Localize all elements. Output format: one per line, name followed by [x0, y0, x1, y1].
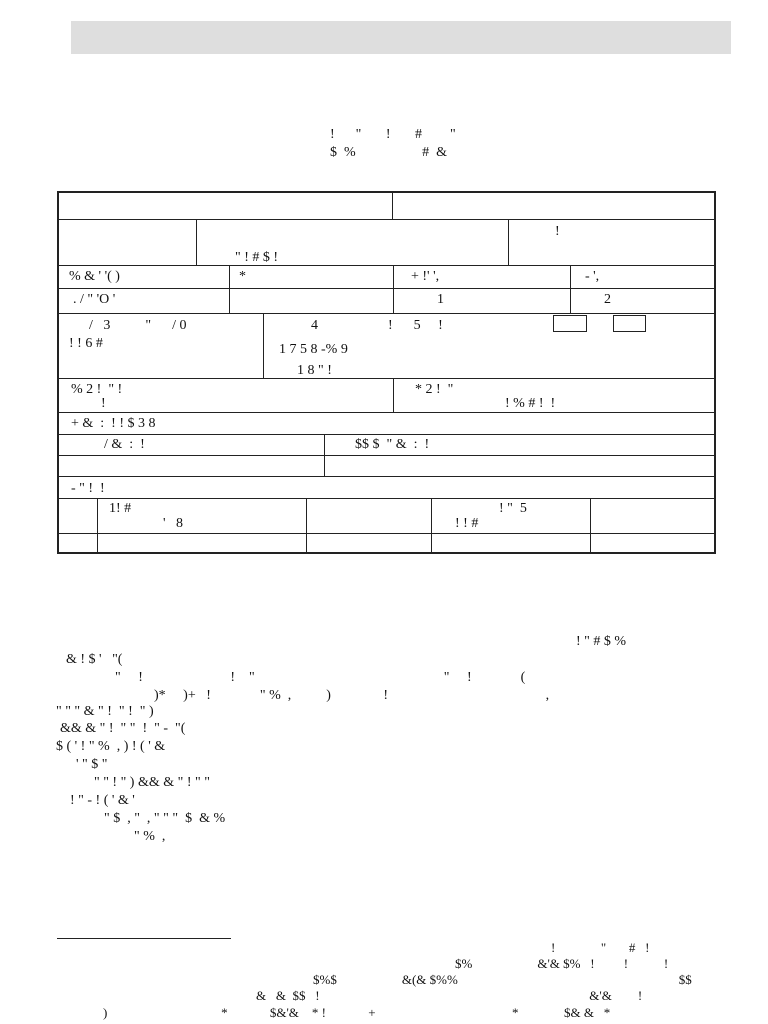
- heading-line-1: ! " ! # ": [330, 127, 456, 142]
- cell-text: " ! # $ !: [235, 250, 279, 265]
- cell-text: $$ $ " & : !: [355, 437, 430, 452]
- cell-text: ! ! #: [455, 516, 479, 531]
- body-line: ' " $ ": [76, 757, 108, 772]
- cell-text: 4 ! 5 !: [311, 318, 443, 333]
- cell-text: 1 7 5 8 -% 9: [279, 342, 348, 357]
- cell-text: + !' ',: [411, 269, 440, 284]
- cell-text: 2: [604, 292, 611, 307]
- heading-line-2: $ % # &: [330, 145, 448, 160]
- cell-text: 1! #: [109, 501, 132, 516]
- footnote-line: $% &'& $% ! ! !: [455, 956, 669, 971]
- cell-text: !: [101, 396, 106, 411]
- cell-text: ! % # ! !: [505, 396, 556, 411]
- body-line: " " ! " ) && & " ! " ": [94, 775, 210, 790]
- cell-text: . / " 'O ': [73, 292, 116, 307]
- cell-text: - " ! !: [71, 481, 105, 496]
- body-line: " % ,: [134, 829, 166, 844]
- cell-text: - ',: [585, 269, 600, 284]
- footnote-line: ! " # !: [551, 940, 650, 955]
- cell-text: + & : ! ! $ 3 8: [71, 416, 156, 431]
- header-bar: [71, 21, 731, 54]
- cell-text: / 3 " / 0: [89, 318, 187, 333]
- checkbox-2[interactable]: [613, 315, 646, 332]
- cell-text: % 2 ! " !: [71, 382, 123, 397]
- footnote-line: $%$ &(& $%% $$: [313, 972, 692, 987]
- footnote-line: ) * $&'& * ! + * $& & *: [103, 1005, 611, 1020]
- cell-text: % & ' '( ): [69, 269, 120, 284]
- form-table: [57, 191, 716, 554]
- cell-text: ! " 5: [499, 501, 527, 516]
- footnote-line: & & $$ ! &'& !: [256, 988, 643, 1003]
- body-line: $ ( ' ! " % , ) ! ( ' &: [56, 739, 166, 754]
- cell-text: ' 8: [163, 516, 184, 531]
- cell-text: 1: [437, 292, 444, 307]
- body-line: && & " ! " " ! " - "(: [60, 721, 186, 736]
- body-line: ! " # $ %: [576, 634, 627, 649]
- body-line: ! " - ! ( ' & ': [70, 793, 135, 808]
- body-line: " " " & " ! " ! " ): [56, 704, 154, 719]
- cell-text: !: [555, 224, 560, 239]
- checkbox-1[interactable]: [553, 315, 587, 332]
- body-line: )* )+ ! " % , ) ! ,: [154, 688, 550, 703]
- body-line: " ! ! " " ! (: [115, 670, 526, 685]
- cell-text: / & : !: [104, 437, 145, 452]
- body-line: & ! $ ' "(: [66, 652, 123, 667]
- footnote-separator: [57, 938, 231, 939]
- cell-text: *: [239, 269, 246, 284]
- body-line: " $ , " , " " " $ & %: [104, 811, 226, 826]
- cell-text: * 2 ! ": [415, 382, 454, 397]
- cell-text: 1 8 " !: [297, 363, 332, 378]
- cell-text: ! ! 6 #: [69, 336, 103, 351]
